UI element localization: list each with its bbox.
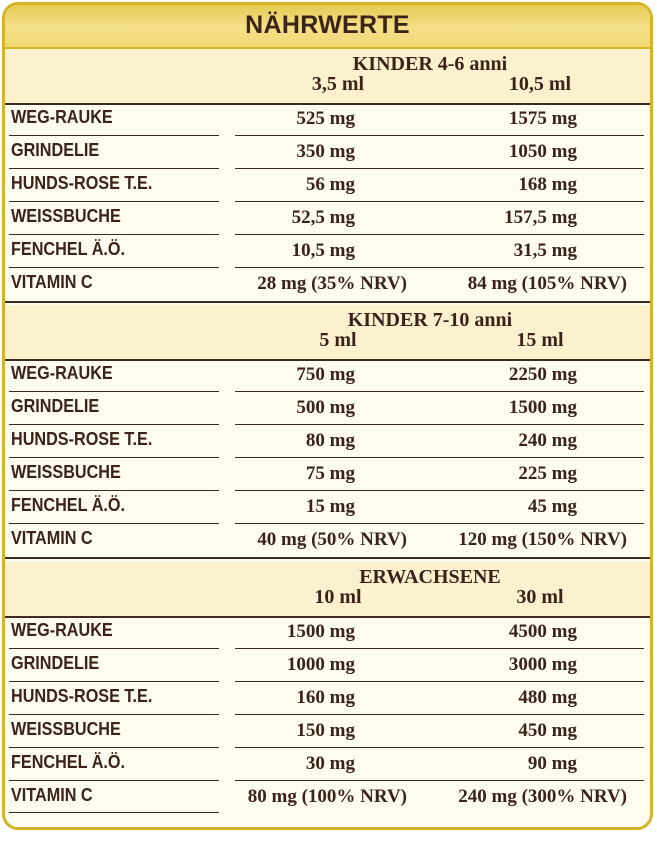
section-header [5,305,650,361]
table-row [5,202,650,235]
page-title: NÄHRWERTE [245,11,410,39]
dose-2-value: 45 mg [527,496,577,517]
row-divider [9,812,219,813]
group-title: ERWACHSENE [359,566,501,588]
dose-1-value: 80 mg (100% NRV) [247,786,407,807]
dose-1-value: 28 mg (35% NRV) [257,273,407,294]
dose-1-value: 80 mg [305,430,355,451]
group-title: KINDER 7-10 anni [347,309,513,331]
section-header [5,49,650,105]
dose-column-2-header: 30 ml [516,586,564,608]
table-row [5,715,650,748]
dose-2-value: 90 mg [527,753,577,774]
dose-column-2-header: 15 ml [516,329,564,351]
table-row [5,268,650,301]
dose-1-value: 525 mg [296,108,355,129]
table-row [5,136,650,169]
dose-1-value: 75 mg [305,463,355,484]
dose-1-value: 500 mg [296,397,355,418]
dose-2-value: 84 mg (105% NRV) [467,273,627,294]
ingredient-name: VITAMIN C [11,528,93,548]
ingredient-name: HUNDS-ROSE T.E. [11,686,153,706]
dose-2-value: 157,5 mg [504,207,577,228]
dose-2-value: 2250 mg [508,364,577,385]
ingredient-name: WEG-RAUKE [11,363,113,383]
table-row [5,425,650,458]
dose-2-value: 31,5 mg [513,240,577,261]
ingredient-name: WEISSBUCHE [11,206,121,226]
dose-2-value: 1050 mg [508,141,577,162]
nutrition-panel [2,2,653,830]
dose-1-value: 750 mg [296,364,355,385]
ingredient-name: FENCHEL Ä.Ö. [11,495,126,515]
table-row [5,235,650,268]
dose-2-value: 4500 mg [508,621,577,642]
section-divider [5,557,650,559]
ingredient-name: VITAMIN C [11,785,93,805]
ingredient-name: WEG-RAUKE [11,107,113,127]
ingredient-name: GRINDELIE [11,140,100,160]
table-row [5,781,650,814]
ingredient-name: VITAMIN C [11,272,93,292]
dose-1-value: 30 mg [305,753,355,774]
table-row [5,649,650,682]
table-row [5,392,650,425]
ingredient-name: WEG-RAUKE [11,620,113,640]
section-header [5,562,650,618]
dose-column-1-header: 10 ml [314,586,362,608]
table-row [5,616,650,649]
dose-2-value: 120 mg (150% NRV) [458,529,627,550]
dose-2-value: 3000 mg [508,654,577,675]
ingredient-name: GRINDELIE [11,396,100,416]
dose-1-value: 15 mg [305,496,355,517]
table-row [5,103,650,136]
ingredient-name: FENCHEL Ä.Ö. [11,239,126,259]
dose-1-value: 1500 mg [286,621,355,642]
dose-2-value: 1575 mg [508,108,577,129]
dose-2-value: 240 mg [518,430,577,451]
dose-1-value: 40 mg (50% NRV) [257,529,407,550]
table-row [5,169,650,202]
table-row [5,524,650,557]
ingredient-name: FENCHEL Ä.Ö. [11,752,126,772]
dose-2-value: 240 mg (300% NRV) [458,786,627,807]
table-row [5,748,650,781]
dose-1-value: 52,5 mg [291,207,355,228]
section-divider [5,301,650,303]
table-row [5,491,650,524]
table-row [5,359,650,392]
dose-1-value: 350 mg [296,141,355,162]
dose-1-value: 150 mg [296,720,355,741]
dose-2-value: 1500 mg [508,397,577,418]
dose-column-1-header: 5 ml [319,329,357,351]
title-bar [5,5,650,49]
dose-1-value: 160 mg [296,687,355,708]
group-title: KINDER 4-6 anni [352,53,508,75]
ingredient-name: HUNDS-ROSE T.E. [11,173,153,193]
dose-2-value: 168 mg [518,174,577,195]
table-row [5,458,650,491]
dose-2-value: 225 mg [518,463,577,484]
dose-1-value: 1000 mg [286,654,355,675]
dose-2-value: 480 mg [518,687,577,708]
ingredient-name: WEISSBUCHE [11,719,121,739]
ingredient-name: WEISSBUCHE [11,462,121,482]
dose-1-value: 56 mg [305,174,355,195]
dose-2-value: 450 mg [518,720,577,741]
dose-1-value: 10,5 mg [291,240,355,261]
ingredient-name: GRINDELIE [11,653,100,673]
ingredient-name: HUNDS-ROSE T.E. [11,429,153,449]
table-row [5,682,650,715]
dose-column-1-header: 3,5 ml [311,73,365,95]
dose-column-2-header: 10,5 ml [508,73,572,95]
